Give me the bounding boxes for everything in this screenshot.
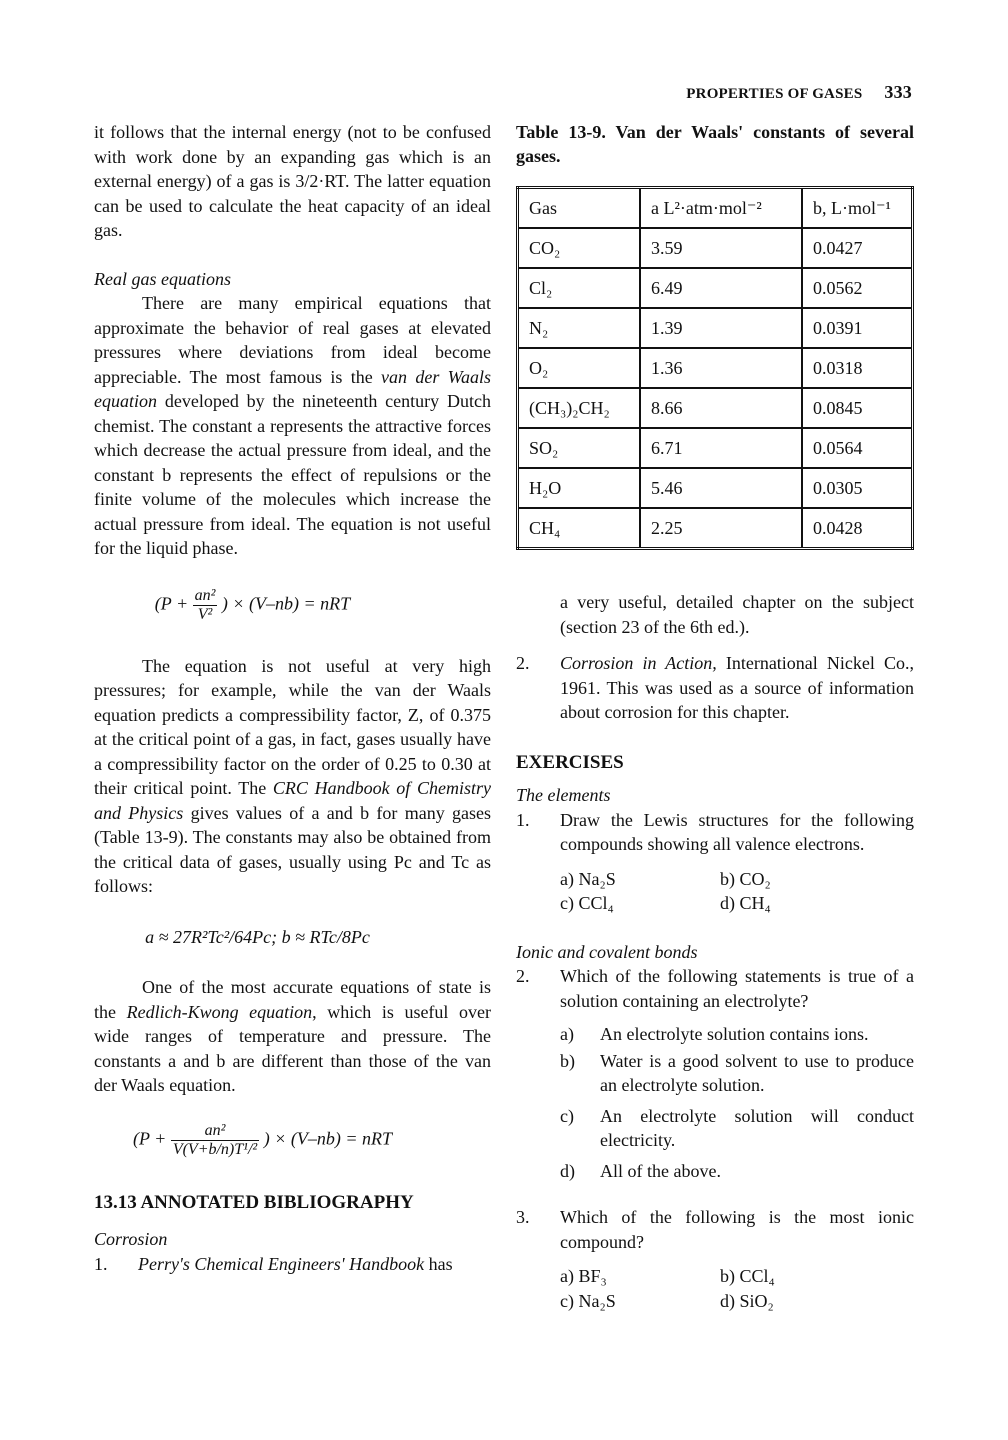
q2-option-text: An electrolyte solution will conduct electricity.: [600, 1105, 914, 1150]
q3-text: Which of the following is the most ionic compound?: [560, 1207, 914, 1252]
a-cell: 6.71: [640, 428, 802, 468]
eq3-numerator: an²: [171, 1122, 259, 1141]
header-a: a L²·atm·mol⁻²: [640, 188, 802, 229]
gas-cell: Cl₂: [518, 268, 641, 308]
q3-options-row-2: [560, 1289, 914, 1314]
q1-option: c) CCl₄: [560, 893, 614, 913]
table-row: [518, 308, 913, 348]
eq3-denominator: V(V+b/n)T¹/²: [172, 1140, 258, 1158]
b-cell: 0.0305: [802, 468, 913, 508]
header-title: PROPERTIES OF GASES: [686, 86, 863, 102]
a-cell: 6.49: [640, 268, 802, 308]
van-der-waals-paragraph: [94, 291, 491, 561]
q2-option-label: b): [560, 1050, 575, 1071]
bibliography-heading: 13.13 ANNOTATED BIBLIOGRAPHY: [94, 1191, 414, 1213]
running-header: [686, 82, 912, 103]
b-cell: 0.0428: [802, 508, 913, 549]
b-cell: 0.0845: [802, 388, 913, 428]
exercise-3: [516, 1205, 914, 1254]
gas-cell: SO₂: [518, 428, 641, 468]
q2-number: 2.: [516, 966, 530, 986]
b-cell: 0.0427: [802, 228, 913, 268]
q3-option: b) CCl₄: [720, 1266, 775, 1286]
eq1-numerator: an²: [194, 586, 216, 604]
q3-number: 3.: [516, 1207, 530, 1227]
bibliography-item-1: [94, 1252, 491, 1277]
q1-option: d) CH₄: [720, 893, 771, 913]
table-row: [518, 228, 913, 268]
q1-options-row-1: [560, 867, 914, 892]
bib1-text: has: [424, 1253, 453, 1274]
q2-option: [560, 1104, 914, 1153]
eq3-right: ) × (V–nb) = nRT: [263, 1128, 392, 1149]
q2-option-label: a): [560, 1024, 574, 1044]
q2-option-text: An electrolyte solution contains ions.: [600, 1024, 869, 1044]
q3-option: a) BF₃: [560, 1266, 607, 1286]
q2-option: [560, 1022, 914, 1047]
a-cell: 5.46: [640, 468, 802, 508]
q2-option-text: Water is a good solvent to use to produce an electrolyte solution.: [600, 1050, 914, 1095]
bib2-title: Corrosion in Action,: [560, 653, 717, 673]
q3-option: c) Na₂S: [560, 1290, 616, 1311]
table-row: [518, 508, 913, 549]
gas-cell: H₂O: [518, 468, 641, 508]
bibliography-item-1-continued: a very useful, detailed chapter on the subject (section 23 of the 6th ed.).: [560, 592, 914, 637]
rk-text-b: , which is useful over wide ranges of temperature and pressure. The constants a and b are different than those of the van der Waals equation.: [94, 1001, 492, 1095]
bib2-number: 2.: [516, 653, 530, 673]
b-cell: 0.0562: [802, 268, 913, 308]
eq1-fraction: [193, 587, 218, 624]
table-row: [518, 428, 913, 468]
a-cell: 3.59: [640, 228, 802, 268]
rk-term: Redlich-Kwong equation: [126, 1001, 313, 1022]
table-row: [518, 348, 913, 388]
b-cell: 0.0391: [802, 308, 913, 348]
q1-text: Draw the Lewis structures for the following compounds showing all valence electrons.: [560, 809, 914, 854]
bib2-text: International Nickel Co., 1961. This was used as a source of information about corrosion for this chapter.: [560, 653, 914, 722]
q2-option: [560, 1049, 914, 1098]
q2-option-label: c): [560, 1105, 574, 1126]
bib1-number: 1.: [94, 1253, 108, 1274]
exercise-2: [516, 964, 914, 1013]
elements-heading: The elements: [516, 785, 611, 805]
table-row: [518, 268, 913, 308]
page-number: 333: [884, 82, 912, 102]
q1-option: b) CO₂: [720, 868, 771, 889]
table-header-row: [518, 188, 913, 229]
gas-cell: O₂: [518, 348, 641, 388]
eq3-fraction: [171, 1122, 259, 1159]
q1-options-row-2: [560, 891, 914, 916]
a-cell: 8.66: [640, 388, 802, 428]
q3-options-row-1: [560, 1264, 914, 1289]
a-cell: 2.25: [640, 508, 802, 549]
a-cell: 1.36: [640, 348, 802, 388]
intro-paragraph: it follows that the internal energy (not to be confused with work done by an expanding gas which is an external energy) of a gas is 3/2·RT. The latter equation can be used to calculate the heat capacity of an ideal gas.: [94, 122, 491, 240]
b-cell: 0.0564: [802, 428, 913, 468]
right-column: [516, 120, 914, 1313]
q2-option: [560, 1159, 914, 1184]
crc-handbook: CRC Handbook of Chemistry and Physics: [94, 778, 491, 823]
eq1-left: (P +: [154, 593, 189, 614]
table-row: [518, 468, 913, 508]
q1-option: a) Na₂S: [560, 868, 616, 889]
a-cell: 1.39: [640, 308, 802, 348]
gas-cell: (CH₃)₂CH₂: [518, 388, 641, 428]
q2-text: Which of the following statements is true of a solution containing an electrolyte?: [560, 966, 914, 1011]
table-caption: Table 13-9. Van der Waals' constants of several gases.: [516, 122, 914, 166]
gas-cell: N₂: [518, 308, 641, 348]
vdw-text-b: developed by the nineteenth century Dutch chemist. The constant a represents the attractive forces which decrease the actual pressure from ideal, and the constant b represents the effect of repulsions or the finite volume of the molecules which increase the actual pressure from ideal. The equation is not useful for the liquid phase.: [94, 391, 491, 558]
eq1-denominator: V²: [197, 605, 213, 623]
q1-number: 1.: [516, 809, 530, 830]
bib1-title: Perry's Chemical Engineers' Handbook: [138, 1253, 425, 1274]
gas-cell: CH₄: [518, 508, 641, 549]
ionic-covalent-heading: Ionic and covalent bonds: [516, 941, 698, 962]
rk-text-a: One of the most accurate equations of state is the: [94, 977, 491, 1022]
header-gas: Gas: [518, 188, 641, 229]
q2-option-label: d): [560, 1160, 575, 1181]
corrosion-heading: Corrosion: [94, 1229, 168, 1249]
gas-cell: CO₂: [518, 228, 641, 268]
left-column: [94, 120, 491, 1276]
exercise-1: [516, 808, 914, 857]
header-b: b, L·mol⁻¹: [802, 188, 913, 229]
comp-text-b: gives values of a and b for many gases (Table 13-9). The constants may also be obtained from the critical data of gases, usually using Pc and Tc as follows:: [94, 802, 492, 896]
compressibility-paragraph: [94, 654, 491, 899]
q3-option: d) SiO₂: [720, 1290, 774, 1311]
table-row: [518, 388, 913, 428]
real-gas-heading: Real gas equations: [94, 268, 231, 289]
vdw-text-a: There are many empirical equations that approximate the behavior of real gases at elevated pressures where deviations from ideal become appreciable. The most famous is the: [94, 293, 491, 387]
eq3-left: (P +: [133, 1128, 167, 1149]
critical-constants-equation: a ≈ 27R²Tc²/64Pc; b ≈ RTc/8Pc: [145, 926, 370, 947]
exercises-heading: EXERCISES: [516, 751, 624, 773]
q2-option-text: All of the above.: [600, 1160, 721, 1181]
b-cell: 0.0318: [802, 348, 913, 388]
van-der-waals-equation: [94, 587, 491, 624]
redlich-kwong-paragraph: [94, 975, 491, 1098]
van-der-waals-table: [516, 186, 914, 550]
redlich-kwong-equation: [94, 1122, 491, 1159]
comp-text-a: The equation is not useful at very high pressures; for example, while the van der Waals equation predicts a compressibility factor, Z, of 0.375 at the critical point of a gas, in fact, gases usually have a compressibility factor on the order of 0.25 to 0.30 at their critical point. The: [94, 655, 491, 798]
eq1-right: ) × (V–nb) = nRT: [221, 593, 351, 614]
bibliography-item-2: [516, 651, 914, 725]
vdw-term: van der Waals equation: [94, 366, 491, 411]
